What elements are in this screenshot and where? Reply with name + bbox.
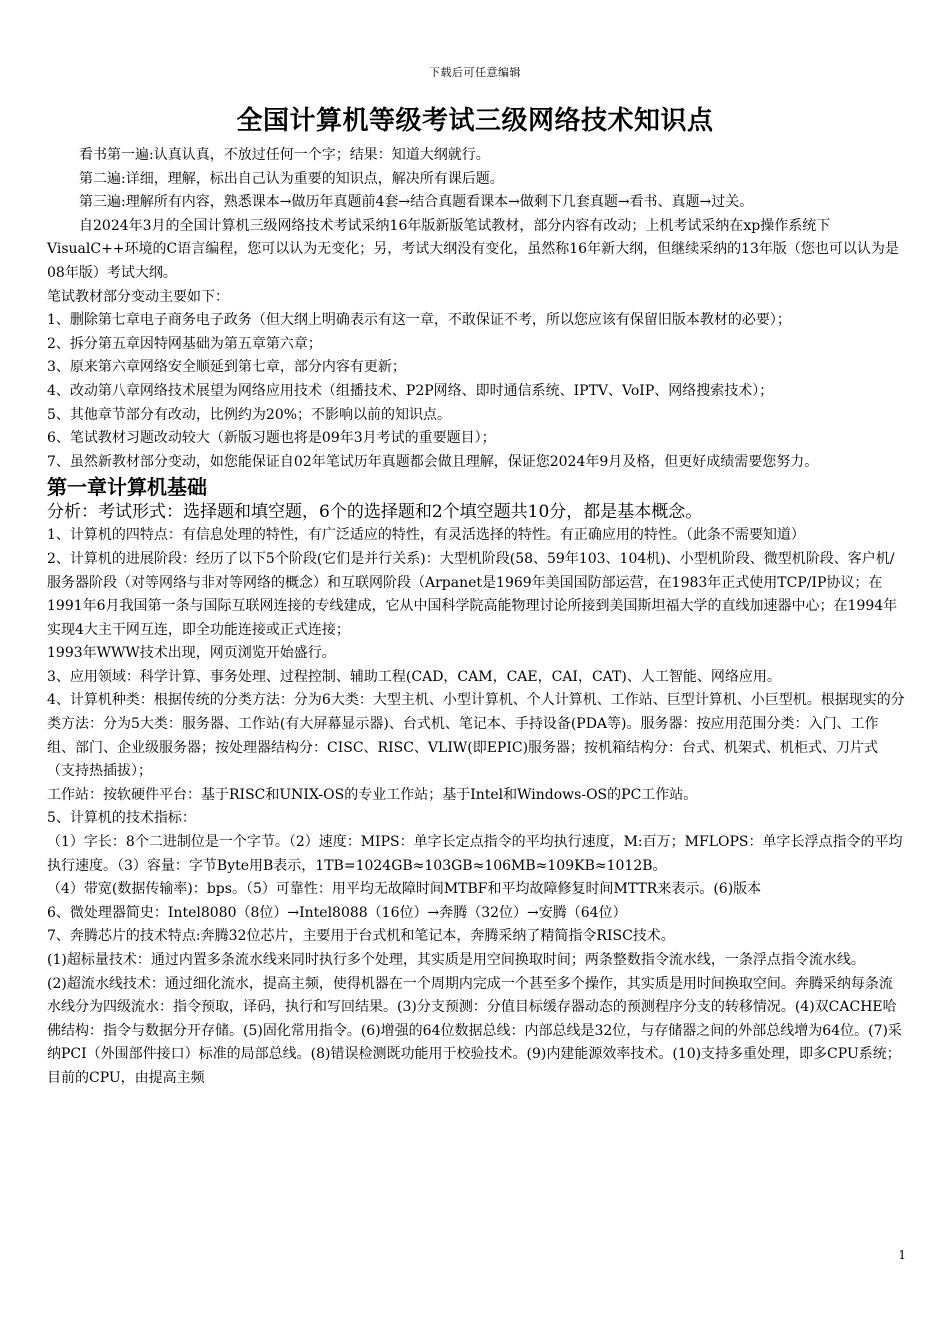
chapter-analysis: 分析：考试形式：选择题和填空题，6个的选择题和2个填空题共10分，都是基本概念。 xyxy=(47,502,703,523)
header-note: 下载后可任意编辑 xyxy=(429,66,521,79)
changes-heading: 笔试教材部分变动主要如下： xyxy=(47,288,229,305)
change-item: 6、笔试教材习题改动较大（新版习题也将是09年3月考试的重要题目）； xyxy=(47,430,496,447)
change-item: 4、改动第八章网络技术展望为网络应用技术（组播技术、P2P网络、即时通信系统、IPTV、VoIP、网络搜索技术）； xyxy=(47,382,774,399)
change-item: 3、原来第六章网络安全顺延到第七章，部分内容有更新； xyxy=(47,359,406,376)
change-item: 1、删除第七章电子商务电子政务（但大纲上明确表示有这一章，不敢保证不考，所以您应该有保留旧版本教材的必要）； xyxy=(47,312,791,329)
chapter-point: （1）字长：8个二进制位是一个字节。（2）速度：MIPS：单字长定点指令的平均执行速度，M:百万；MFLOPS：单字长浮点指令的平均执行速度。（3）容量：字节Byte用B表示，1TB=1024GB≈103GB≈106MB≈109KB≈1012B。 xyxy=(47,834,903,874)
chapter-point: 1、计算机的四特点：有信息处理的特性，有广泛适应的特性，有灵活选择的特性。有正确应用的特性。（此条不需要知道） xyxy=(47,527,805,544)
chapter-point: 2、计算机的进展阶段：经历了以下5个阶段(它们是并行关系)：大型机阶段(58、59年103、104机)、小型机阶段、微型机阶段、客户机/服务器阶段（对等网络与非对等网络的概念）和互联网阶段（Arpanet是1969年美国国防部运营，在1983年正式使用TCP/IP协议；在1991年6月我国第一条与国际互联网连接的专线建成，它从中国科学院高能物理讨论所接到美国斯坦福大学的直线加速器中心；在1994年实现4大主干网互连，即全功能连接或正式连接； xyxy=(47,550,898,638)
document-title: 全国计算机等级考试三级网络技术知识点 xyxy=(236,106,714,136)
intro-paragraph-4: 自2024年3月的全国计算机三级网络技术考试采纳16年版新版笔试教材，部分内容有改动；上机考试采纳在xp操作系统下VisualC++环境的C语言编程，您可以认为无变化；另，考试大纲没有变化，虽然称16年新大纲，但继续采纳的13年版（您也可以认为是08年版）考试大纲。 xyxy=(47,217,899,281)
change-item: 5、其他章节部分有改动，比例约为20%；不影响以前的知识点。 xyxy=(47,406,452,423)
chapter-point: （4）带宽(数据传输率)：bps。（5）可靠性：用平均无故障时间MTBF和平均故障修复时间MTTR来表示。(6)版本 xyxy=(47,881,762,898)
chapter-point: 7、奔腾芯片的技术特点:奔腾32位芯片，主要用于台式机和笔记本，奔腾采纳了精简指令RISC技术。 xyxy=(47,928,675,945)
chapter-point: 1993年WWW技术出现，网页浏览开始盛行。 xyxy=(47,645,336,662)
chapter-point: 6、微处理器简史：Intel8080（8位）→Intel8088（16位）→奔腾（32位）→安腾（64位） xyxy=(47,904,627,921)
intro-paragraph-3: 第三遍:理解所有内容，熟悉课本→做历年真题前4套→结合真题看课本→做剩下几套真题→看书、真题→过关。 xyxy=(79,194,754,211)
intro-paragraph-1: 看书第一遍:认真认真，不放过任何一个字；结果：知道大纲就行。 xyxy=(79,147,490,163)
chapter-point: (1)超标量技术：通过内置多条流水线来同时执行多个处理，其实质是用空间换取时间；两条整数指令流水线，一条浮点指令流水线。 xyxy=(47,952,865,968)
intro-paragraph-2: 第二遍:详细，理解，标出自己认为重要的知识点，解决所有课后题。 xyxy=(79,170,504,187)
chapter-point: 4、计算机种类：根据传统的分类方法：分为6大类：大型主机、小型计算机、个人计算机、工作站、巨型计算机、小巨型机。根据现实的分类方法：分为5大类：服务器、工作站(有大屏幕显示器)、台式机、笔记本、手持设备(PDA等)。服务器：按应用范围分类：入门、工作组、部门、企业级服务器；按处理器结构分：CISC、RISC、VLIW(即EPIC)服务器；按机箱结构分：台式、机架式、机柜式、刀片式（支持热插拔）； xyxy=(47,692,905,780)
chapter-point: 工作站：按软硬件平台：基于RISC和UNIX-OS的专业工作站；基于Intel和Windows-OS的PC工作站。 xyxy=(47,786,698,803)
chapter-point: 3、应用领域：科学计算、事务处理、过程控制、辅助工程(CAD，CAM，CAE，CAI，CAT)、人工智能、网络应用。 xyxy=(47,668,781,685)
chapter-point: (2)超流水线技术：通过细化流水，提高主频，使得机器在一个周期内完成一个甚至多个操作，其实质是用时间换取空间。奔腾采纳每条流水线分为四级流水：指令预取，译码，执行和写回结果。(3)分支预测：分值目标缓存器动态的预测程序分支的转移情况。(4)双CACHE哈佛结构：指令与数据分开存储。(5)固化常用指令。(6)增强的64位数据总线：内部总线是32位，与存储器之间的外部总线增为64位。(7)采纳PCI（外围部件接口）标准的局部总线。(8)错误检测既功能用于校验技术。(9)内建能源效率技术。(10)支持多重处理，即多CPU系统；目前的CPU，由提高主频 xyxy=(47,975,902,1086)
change-item: 7、虽然新教材部分变动，如您能保证自02年笔试历年真题都会做且理解，保证您2024年9月及格，但更好成绩需要您努力。 xyxy=(47,453,819,470)
page-number: 1 xyxy=(898,1248,906,1262)
chapter-heading: 第一章计算机基础 xyxy=(47,475,207,500)
document-body xyxy=(47,144,905,1091)
chapter-point: 5、计算机的技术指标： xyxy=(47,810,196,827)
change-item: 2、拆分第五章因特网基础为第五章第六章； xyxy=(47,335,322,352)
